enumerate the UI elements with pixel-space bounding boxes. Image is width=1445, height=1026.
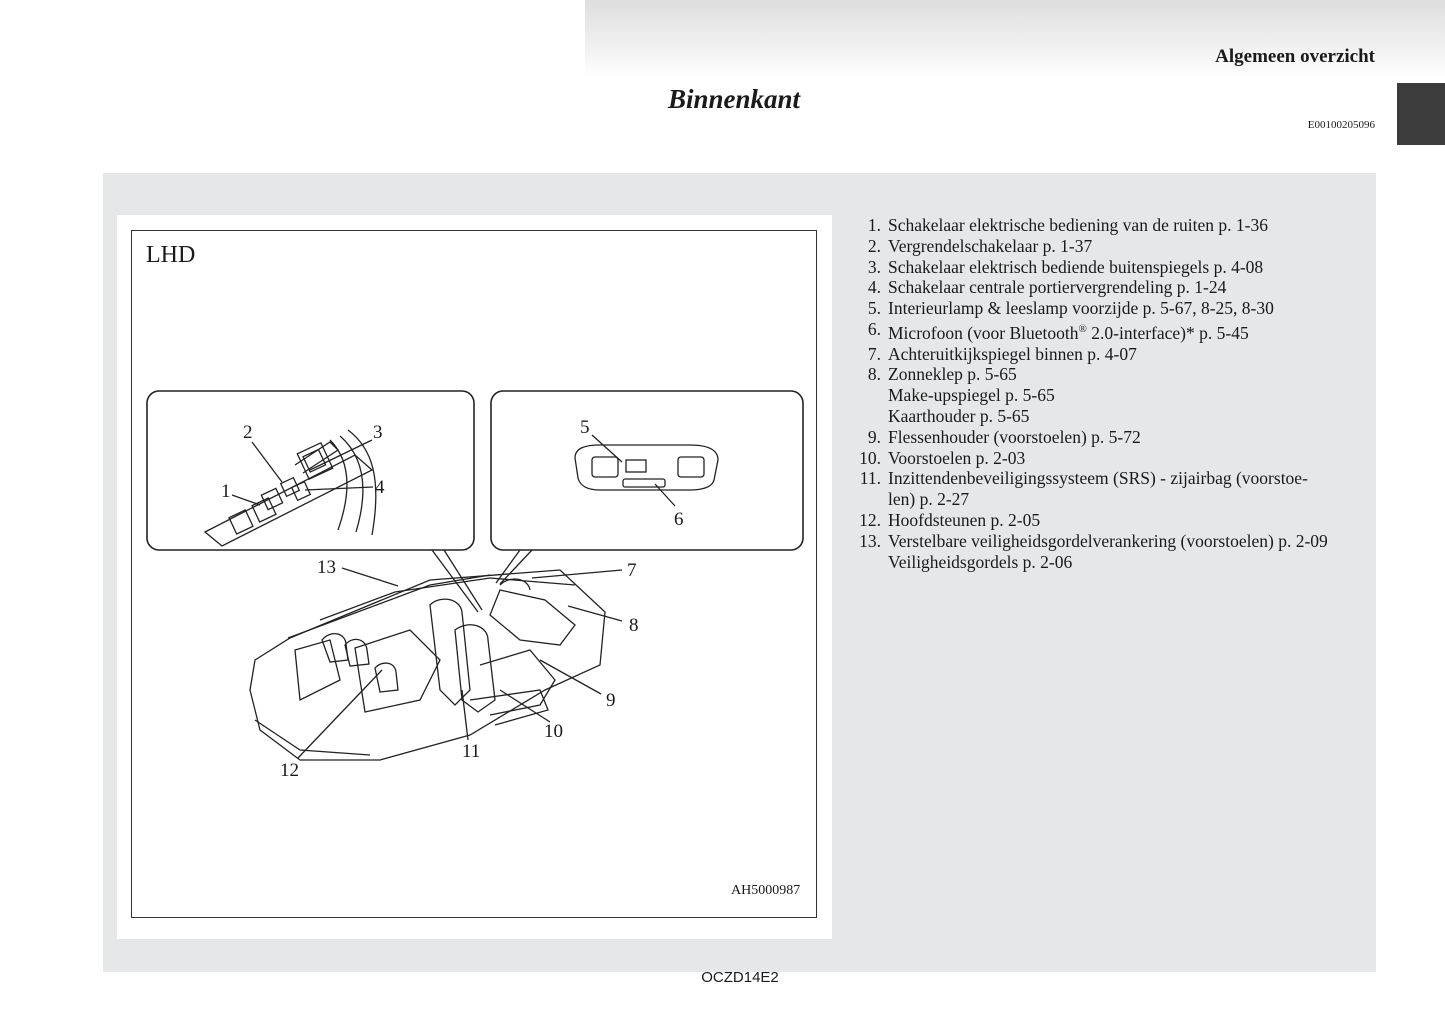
list-item: 3. Schakelaar elektrisch bediende buitenspiegels p. 4-08	[867, 256, 1264, 277]
callout-13: 13	[317, 557, 336, 578]
callout-5: 5	[580, 417, 590, 438]
list-item: 8. Zonneklep p. 5-65 Make-upspiegel p. 5-65 Kaarthouder p. 5-65	[867, 364, 1055, 426]
figure-label: LHD	[146, 242, 196, 268]
door-switch-inset	[147, 391, 474, 550]
page-title: Binnenkant	[668, 84, 801, 114]
section-title: Algemeen overzicht	[1215, 46, 1375, 67]
list-item: 10. Voorstoelen p. 2-03	[859, 447, 1026, 468]
list-item: 13. Verstelbare veiligheidsgordelverankering (voorstoelen) p. 2-09 Veiligheidsgordels p. 2-06	[859, 530, 1328, 572]
callout-10: 10	[544, 721, 563, 742]
list-item: 12. Hoofdsteunen p. 2-05	[859, 509, 1041, 530]
list-item: 5. Interieurlamp & leeslamp voorzijde p. 5-67, 8-25, 8-30	[867, 298, 1274, 319]
callout-9: 9	[606, 690, 616, 711]
list-item: 9. Flessenhouder (voorstoelen) p. 5-72	[867, 426, 1141, 447]
document-code: E00100205096	[1307, 119, 1375, 131]
list-item: 4. Schakelaar centrale portiervergrendeling p. 1-24	[867, 277, 1227, 298]
callout-3: 3	[373, 422, 383, 443]
callout-2: 2	[243, 422, 253, 443]
overhead-lamp-drawing	[575, 445, 718, 490]
callout-7: 7	[627, 560, 637, 581]
list-item: 11. Inzittendenbeveiligingssysteem (SRS) - zijairbag (voorstoe- len) p. 2-27	[859, 468, 1308, 510]
callout-11: 11	[462, 741, 481, 762]
overhead-lamp-inset	[491, 391, 803, 550]
callout-8: 8	[629, 615, 639, 636]
list-item: 1. Schakelaar elektrische bediening van de ruiten p. 1-36	[867, 215, 1268, 235]
callout-1: 1	[221, 481, 231, 502]
registered-mark: ®	[1078, 322, 1087, 335]
figure-image-code: AH5000987	[731, 883, 801, 898]
callout-12: 12	[280, 760, 299, 781]
parts-list	[850, 215, 1360, 572]
callout-4: 4	[375, 477, 385, 498]
callout-6: 6	[674, 509, 684, 530]
list-item: 2. Vergrendelschakelaar p. 1-37	[867, 235, 1093, 256]
list-item: 6. Microfoon (voor Bluetooth® 2.0-interface)* p. 5-45	[867, 318, 1249, 343]
list-item: 7. Achteruitkijkspiegel binnen p. 4-07	[867, 343, 1137, 364]
footer-code: OCZD14E2	[701, 969, 779, 986]
